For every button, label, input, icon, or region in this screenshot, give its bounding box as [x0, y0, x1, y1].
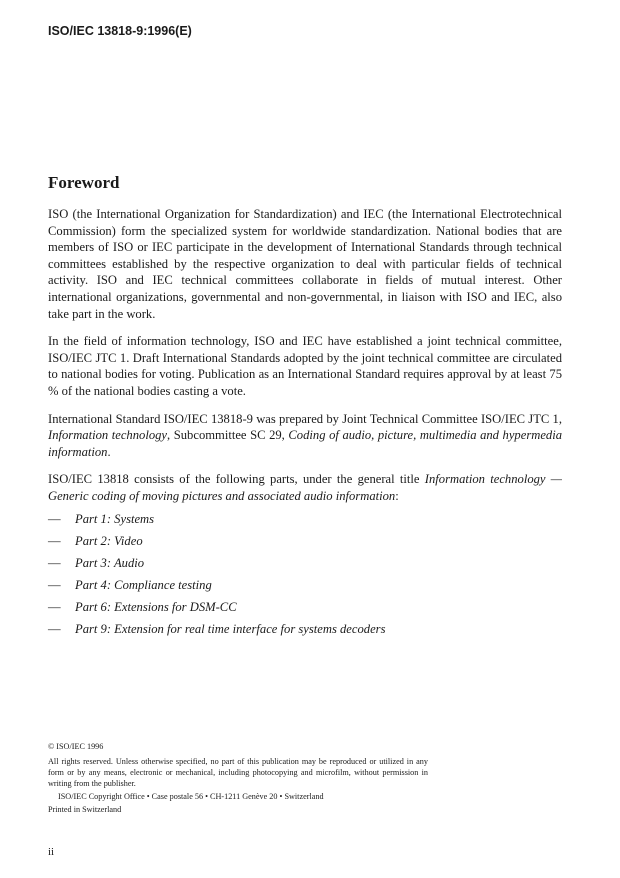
parts-list: [48, 511, 562, 644]
paragraph: In the field of information technology, ISO and IEC have established a joint technical committee, ISO/IEC JTC 1. Draft International Standards adopted by the joint technical committee are circulated to national bodies for voting. Publication as an International Standard requires approval by at least 75 % of the national bodies casting a vote.: [48, 334, 562, 398]
paragraph: [48, 471, 562, 504]
part-label: Part 1: Systems: [75, 511, 155, 526]
list-item: [48, 577, 562, 599]
list-item: [48, 533, 562, 555]
text: International Standard ISO/IEC 13818-9 was prepared by Joint Technical Committee ISO/IEC JTC 1,: [48, 411, 562, 426]
text: , Subcommittee SC 29,: [167, 428, 289, 443]
text: Information technology — Generic coding of moving pictures and associated audio information: [48, 472, 562, 503]
list-item: [48, 621, 562, 643]
part-label: Part 3: Audio: [75, 555, 145, 570]
part-label: Part 4: Compliance testing: [75, 578, 212, 593]
paragraph: ISO (the International Organization for Standardization) and IEC (the International Electrotechnical Commission) form the specialized system for worldwide standardization. National bodies that are members of ISO or IEC participate in the development of International Standards through technical committees established by the respective organization to deal with particular fields of technical activity. ISO and IEC technical committees collaborate in fields of mutual interest. Other international organizations, governmental and non-governmental, in liaison with ISO and IEC, also take part in the work.: [48, 207, 562, 321]
text: .: [107, 444, 111, 459]
dash: —: [48, 578, 61, 593]
text: Coding of audio, picture, multimedia and hypermedia information: [48, 428, 562, 459]
part-label: Part 9: Extension for real time interface for systems decoders: [75, 622, 386, 637]
printed-in: Printed in Switzerland: [48, 805, 122, 814]
copyright-footer: [48, 741, 428, 817]
document-header: ISO/IEC 13818-9:1996(E): [48, 24, 192, 38]
section-title: Foreword: [48, 173, 120, 192]
text: Information technology: [48, 428, 168, 443]
part-label: Part 2: Video: [75, 533, 143, 548]
list-item: [48, 511, 562, 533]
list-item: [48, 555, 562, 577]
dash: —: [48, 511, 61, 526]
rights-notice: All rights reserved. Unless otherwise specified, no part of this publication may be reproduced or utilized in any form or by any means, electronic or mechanical, including photocopying and microfilm, without permission in writing from the publisher.: [48, 757, 428, 788]
foreword-body: [48, 206, 562, 644]
copyright-line: © ISO/IEC 1996: [48, 742, 104, 751]
dash: —: [48, 600, 61, 615]
text: :: [395, 488, 399, 503]
dash: —: [48, 555, 61, 570]
dash: —: [48, 622, 61, 637]
page-number: ii: [48, 846, 55, 858]
list-item: [48, 599, 562, 621]
text: ISO/IEC 13818 consists of the following parts, under the general title: [48, 472, 425, 487]
part-label: Part 6: Extensions for DSM-CC: [75, 600, 237, 615]
paragraph: [48, 411, 562, 461]
dash: —: [48, 533, 61, 548]
copyright-office: ISO/IEC Copyright Office • Case postale 56 • CH-1211 Genève 20 • Switzerland: [58, 792, 324, 801]
